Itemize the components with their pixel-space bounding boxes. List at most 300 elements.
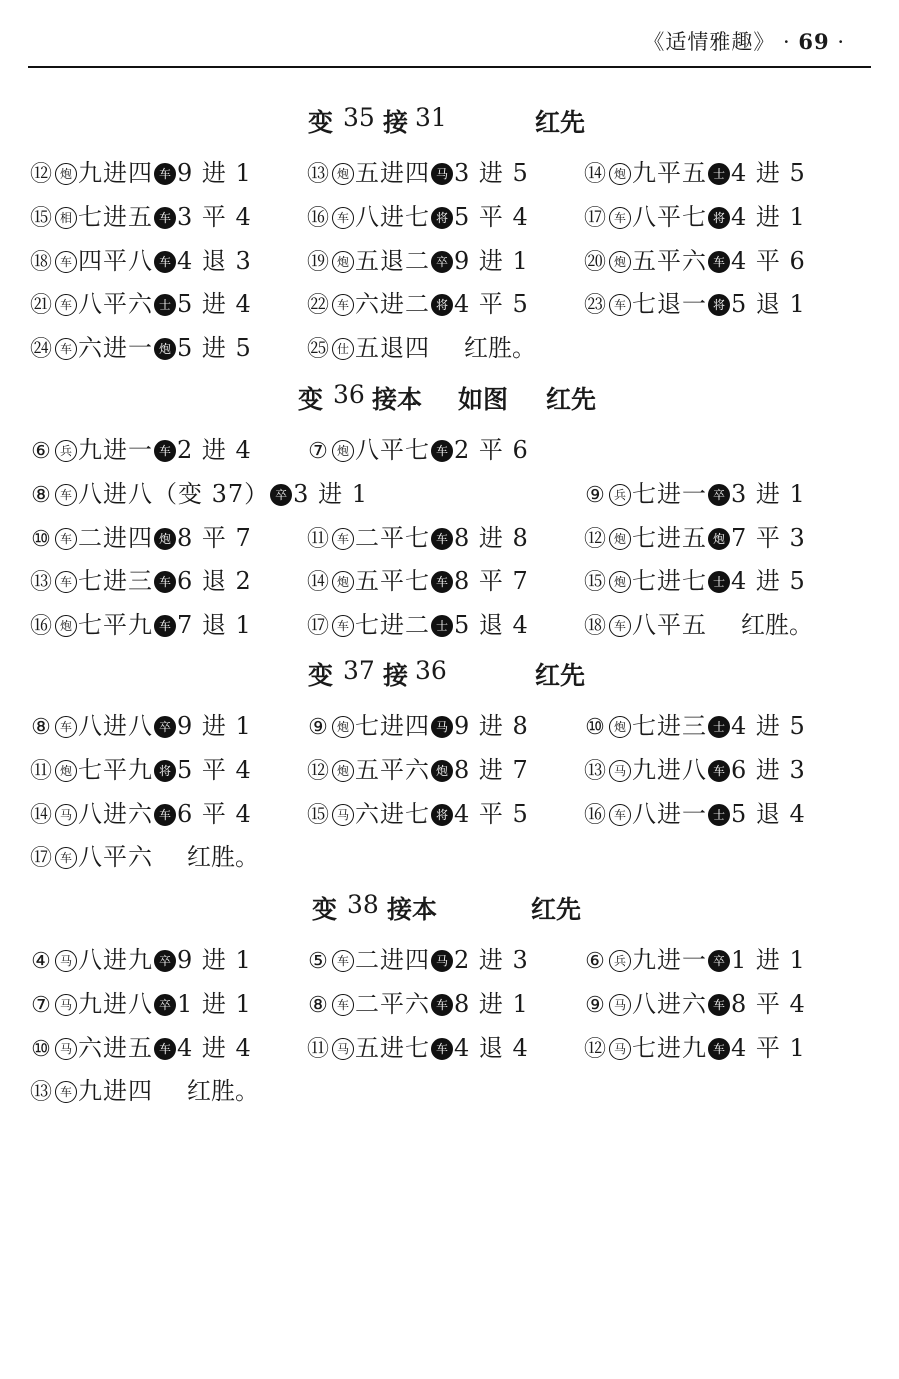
move-entry [305,284,529,326]
black-move-text: 4 平 5 [454,290,529,318]
move-row [0,197,899,237]
black-move-text: 4 进 4 [177,1034,252,1062]
result-text: 红胜。 [187,843,259,871]
black-piece-icon: 车 [431,994,453,1016]
move-entry [305,750,529,792]
black-piece-icon: 车 [154,1038,176,1060]
black-move-text: 8 平 4 [731,990,806,1018]
black-piece-icon: 炮 [431,760,453,782]
move-number: ⑱ [29,250,52,275]
move-number: ⑩ [31,1037,51,1062]
red-piece-icon: 车 [332,207,354,229]
black-move-text: 9 进 1 [177,946,252,974]
black-move-text: 8 平 7 [454,567,529,595]
red-piece-icon: 炮 [332,571,354,593]
move-number: ⑬ [306,162,329,187]
black-piece-icon: 车 [154,207,176,229]
red-piece-icon: 马 [55,950,77,972]
black-piece-icon: 卒 [431,251,453,273]
black-move-text: 4 平 5 [454,800,529,828]
move-number: ⑬ [583,759,606,784]
move-number: ⑮ [306,803,329,828]
red-piece-icon: 车 [609,804,631,826]
red-move-text: 二平七 [355,524,430,552]
move-row [0,518,899,558]
move-entry [28,284,252,326]
move-entry [582,984,806,1026]
black-move-text: 5 退 4 [731,800,806,828]
move-number: ⑧ [308,993,328,1018]
red-piece-icon: 相 [55,207,77,229]
move-number: ㉔ [29,337,52,362]
red-move-text: 七进三 [78,567,153,595]
section-title-part: 接 [383,661,409,690]
black-piece-icon: 将 [431,804,453,826]
dot-left: · [783,30,791,54]
red-move-text: 六进二 [355,290,430,318]
move-entry [582,197,806,239]
move-entry [582,605,813,647]
section-title-part: 36 [333,380,365,409]
red-move-text: 五进七 [355,1034,430,1062]
move-number: ⑰ [306,614,329,639]
black-piece-icon: 卒 [270,484,292,506]
move-number: ⑥ [31,439,51,464]
move-row [0,750,899,790]
red-piece-icon: 车 [332,528,354,550]
red-piece-icon: 炮 [55,615,77,637]
red-piece-icon: 炮 [609,716,631,738]
red-move-text: 九进一 [78,436,153,464]
black-piece-icon: 车 [154,615,176,637]
black-piece-icon: 卒 [708,484,730,506]
move-entry [28,561,252,603]
page-number: 69 [798,29,830,54]
move-number: ⑬ [29,570,52,595]
red-move-text: 五退二 [355,247,430,275]
move-entry [28,1028,252,1070]
section-title-part: 变 [308,661,334,690]
move-entry [582,153,806,195]
black-move-text: 4 退 3 [177,247,252,275]
black-piece-icon: 车 [154,163,176,185]
red-move-text: 七平九 [78,756,153,784]
move-entry [305,794,529,836]
move-row [0,474,899,514]
move-number: ⑳ [583,250,606,275]
red-move-text: 八平五 [632,611,707,639]
move-entry [305,940,529,982]
move-number: ⑧ [31,715,51,740]
move-number: ⑦ [31,993,51,1018]
red-piece-icon: 马 [609,994,631,1016]
move-number: ⑦ [308,439,328,464]
black-move-text: 5 平 4 [454,203,529,231]
black-piece-icon: 炮 [708,528,730,550]
move-number: ㉑ [29,293,52,318]
black-move-text: 3 进 5 [454,159,529,187]
move-entry [305,984,529,1026]
move-entry [28,474,368,516]
move-entry [582,241,806,283]
move-number: ⑯ [583,803,606,828]
section-title [0,656,899,692]
move-number: ⑨ [585,483,605,508]
black-move-text: 6 平 4 [177,800,252,828]
red-move-text: 六进七 [355,800,430,828]
black-piece-icon: 将 [154,760,176,782]
section-title-part: 变 [312,895,338,924]
red-piece-icon: 炮 [332,440,354,462]
move-number: ⑩ [31,527,51,552]
black-move-text: 5 平 4 [177,756,252,784]
move-row [0,794,899,834]
section-title-part: 红先 [546,385,597,414]
black-piece-icon: 将 [431,294,453,316]
red-move-text: 八平七 [632,203,707,231]
red-move-text: 七进四 [355,712,430,740]
move-number: ⑫ [29,162,52,187]
black-move-text: 5 进 4 [177,290,252,318]
red-piece-icon: 炮 [609,251,631,273]
move-number: ⑪ [306,527,329,552]
move-number: ⑯ [29,614,52,639]
red-piece-icon: 马 [55,994,77,1016]
black-piece-icon: 马 [431,950,453,972]
black-piece-icon: 车 [154,804,176,826]
move-number: ⑫ [583,527,606,552]
black-move-text: 7 平 3 [731,524,806,552]
move-entry [305,518,529,560]
move-entry [582,474,806,516]
red-move-text: 九进四 [78,1077,153,1105]
red-move-text: 九进八 [78,990,153,1018]
black-piece-icon: 卒 [154,994,176,1016]
red-piece-icon: 炮 [332,760,354,782]
move-number: ㉕ [306,337,329,362]
section-title [0,890,899,926]
red-piece-icon: 仕 [332,338,354,360]
move-number: ⑪ [306,1037,329,1062]
black-piece-icon: 车 [708,1038,730,1060]
red-piece-icon: 车 [332,994,354,1016]
move-row [0,328,899,368]
red-piece-icon: 车 [55,528,77,550]
move-entry [582,1028,806,1070]
red-piece-icon: 车 [332,950,354,972]
red-move-text: 八进九 [78,946,153,974]
black-piece-icon: 士 [708,716,730,738]
black-piece-icon: 马 [431,163,453,185]
move-number: ⑱ [583,614,606,639]
move-entry [305,197,529,239]
red-move-text: 五进四 [355,159,430,187]
black-move-text: 5 进 5 [177,334,252,362]
red-move-text: 九平五 [632,159,707,187]
red-piece-icon: 炮 [55,163,77,185]
black-move-text: 4 进 1 [731,203,806,231]
black-move-text: 2 进 4 [177,436,252,464]
red-piece-icon: 炮 [609,163,631,185]
move-number: ⑲ [306,250,329,275]
red-piece-icon: 炮 [332,251,354,273]
section-title-part: 红先 [531,895,582,924]
section-title-part: 31 [415,103,447,132]
move-row [0,940,899,980]
black-piece-icon: 车 [431,440,453,462]
black-piece-icon: 车 [708,994,730,1016]
red-move-text: 七平九 [78,611,153,639]
result-text: 红胜。 [741,611,813,639]
section-title-part: 37 [343,656,375,685]
red-piece-icon: 炮 [609,528,631,550]
black-piece-icon: 车 [154,251,176,273]
running-head [643,26,845,56]
move-entry [582,706,806,748]
move-row [0,706,899,746]
red-move-text: 七进五 [78,203,153,231]
black-move-text: 7 退 1 [177,611,252,639]
black-piece-icon: 炮 [154,528,176,550]
red-move-text: 八平七 [355,436,430,464]
move-number: ⑭ [583,162,606,187]
black-move-text: 4 进 5 [731,159,806,187]
move-entry [305,430,529,472]
move-number: ⑪ [29,759,52,784]
red-move-text: 二进四 [355,946,430,974]
red-move-text: 七进五 [632,524,707,552]
black-move-text: 9 进 1 [177,712,252,740]
red-piece-icon: 车 [55,251,77,273]
red-move-text: 八进八 [78,712,153,740]
move-number: ⑭ [306,570,329,595]
red-piece-icon: 马 [55,804,77,826]
black-piece-icon: 士 [708,571,730,593]
red-move-text: 六进一 [78,334,153,362]
black-move-text: 3 进 1 [731,480,806,508]
black-move-text: 4 进 5 [731,712,806,740]
red-move-text: 五平六 [355,756,430,784]
move-number: ㉓ [583,293,606,318]
move-entry [28,940,252,982]
black-move-text: 4 进 5 [731,567,806,595]
move-entry [305,561,529,603]
black-piece-icon: 马 [431,716,453,738]
black-piece-icon: 车 [154,440,176,462]
section-title-part: 变 [308,108,334,137]
black-piece-icon: 士 [431,615,453,637]
move-row [0,284,899,324]
black-move-text: 9 进 1 [177,159,252,187]
red-piece-icon: 炮 [332,716,354,738]
move-number: ⑫ [306,759,329,784]
move-entry [28,706,252,748]
red-piece-icon: 兵 [55,440,77,462]
move-entry [582,750,806,792]
black-move-text: 3 平 4 [177,203,252,231]
move-entry [305,706,529,748]
black-piece-icon: 车 [708,760,730,782]
page-header [28,0,871,68]
red-move-text: 七进七 [632,567,707,595]
black-move-text: 2 进 3 [454,946,529,974]
black-move-text: 8 进 8 [454,524,529,552]
black-piece-icon: 卒 [154,950,176,972]
black-move-text: 2 平 6 [454,436,529,464]
red-move-text: 九进一 [632,946,707,974]
move-entry [28,1071,259,1113]
move-number: ⑯ [306,206,329,231]
section-title-part: 接本 [372,385,423,414]
red-piece-icon: 兵 [609,484,631,506]
black-piece-icon: 车 [154,571,176,593]
section-title-part: 如图 [458,385,509,414]
red-move-text: 七进一 [632,480,707,508]
move-row [0,153,899,193]
section-title-part: 接 [383,108,409,137]
section-title-part: 35 [343,103,375,132]
move-entry [28,837,259,879]
red-move-text: 九进八 [632,756,707,784]
black-move-text: 1 进 1 [731,946,806,974]
black-move-text: 5 退 1 [731,290,806,318]
red-move-text: 五退四 [355,334,430,362]
move-number: ⑩ [585,715,605,740]
red-piece-icon: 马 [55,1038,77,1060]
move-entry [28,241,252,283]
red-piece-icon: 炮 [609,571,631,593]
black-move-text: 4 平 6 [731,247,806,275]
move-entry [305,241,529,283]
move-entry [305,605,529,647]
red-piece-icon: 马 [609,760,631,782]
red-piece-icon: 车 [332,615,354,637]
move-entry [28,605,252,647]
move-row [0,1071,899,1111]
move-row [0,430,899,470]
move-entry [28,794,252,836]
red-move-text: 八进八（变 37） [78,480,270,508]
result-text: 红胜。 [187,1077,259,1105]
black-move-text: 6 进 3 [731,756,806,784]
section-title-part: 接本 [387,895,438,924]
red-move-text: 七进二 [355,611,430,639]
black-piece-icon: 将 [431,207,453,229]
dot-right: · [837,30,845,54]
section-title-part: 红先 [535,661,586,690]
result-text: 红胜。 [464,334,536,362]
move-number: ⑨ [585,993,605,1018]
move-number: ⑰ [29,846,52,871]
move-number: ⑤ [308,949,328,974]
move-number: ⑬ [29,1080,52,1105]
red-move-text: 九进四 [78,159,153,187]
black-piece-icon: 卒 [154,716,176,738]
move-entry [28,153,252,195]
red-move-text: 二平六 [355,990,430,1018]
red-piece-icon: 车 [55,571,77,593]
red-piece-icon: 兵 [609,950,631,972]
move-number: ㉒ [306,293,329,318]
black-piece-icon: 炮 [154,338,176,360]
black-move-text: 5 退 4 [454,611,529,639]
move-entry [305,153,529,195]
red-move-text: 八进六 [632,990,707,1018]
red-move-text: 六进五 [78,1034,153,1062]
section-title-part: 变 [298,385,324,414]
move-row [0,837,899,877]
black-piece-icon: 士 [708,804,730,826]
red-piece-icon: 车 [609,294,631,316]
black-move-text: 1 进 1 [177,990,252,1018]
red-piece-icon: 炮 [55,760,77,782]
black-piece-icon: 将 [708,207,730,229]
black-move-text: 4 退 4 [454,1034,529,1062]
black-move-text: 9 进 8 [454,712,529,740]
black-piece-icon: 车 [431,1038,453,1060]
black-move-text: 8 平 7 [177,524,252,552]
move-entry [305,328,536,370]
move-number: ⑫ [583,1037,606,1062]
red-move-text: 七退一 [632,290,707,318]
move-number: ⑨ [308,715,328,740]
black-move-text: 6 退 2 [177,567,252,595]
section-title-part: 36 [415,656,447,685]
move-entry [582,518,806,560]
red-move-text: 二进四 [78,524,153,552]
red-move-text: 五平七 [355,567,430,595]
move-number: ④ [31,949,51,974]
move-entry [582,561,806,603]
black-move-text: 3 进 1 [293,480,368,508]
move-row [0,1028,899,1068]
red-piece-icon: 车 [332,294,354,316]
section-title-part: 38 [347,890,379,919]
move-entry [28,984,252,1026]
red-piece-icon: 炮 [332,163,354,185]
red-move-text: 八进六 [78,800,153,828]
move-entry [582,284,806,326]
red-piece-icon: 马 [332,804,354,826]
move-entry [28,328,252,370]
black-piece-icon: 卒 [708,950,730,972]
section-title [0,103,899,139]
black-move-text: 4 平 1 [731,1034,806,1062]
move-number: ⑮ [583,570,606,595]
red-piece-icon: 车 [55,294,77,316]
red-move-text: 五平六 [632,247,707,275]
red-piece-icon: 车 [55,847,77,869]
black-piece-icon: 将 [708,294,730,316]
black-move-text: 9 进 1 [454,247,529,275]
move-entry [582,940,806,982]
move-entry [28,430,252,472]
red-move-text: 四平八 [78,247,153,275]
red-move-text: 八平六 [78,290,153,318]
black-move-text: 8 进 1 [454,990,529,1018]
move-row [0,241,899,281]
black-piece-icon: 车 [708,251,730,273]
red-move-text: 七进三 [632,712,707,740]
red-piece-icon: 车 [55,338,77,360]
black-piece-icon: 车 [431,571,453,593]
black-piece-icon: 士 [708,163,730,185]
black-piece-icon: 车 [431,528,453,550]
move-entry [28,518,252,560]
red-piece-icon: 车 [55,484,77,506]
red-piece-icon: 车 [609,207,631,229]
move-number: ⑭ [29,803,52,828]
